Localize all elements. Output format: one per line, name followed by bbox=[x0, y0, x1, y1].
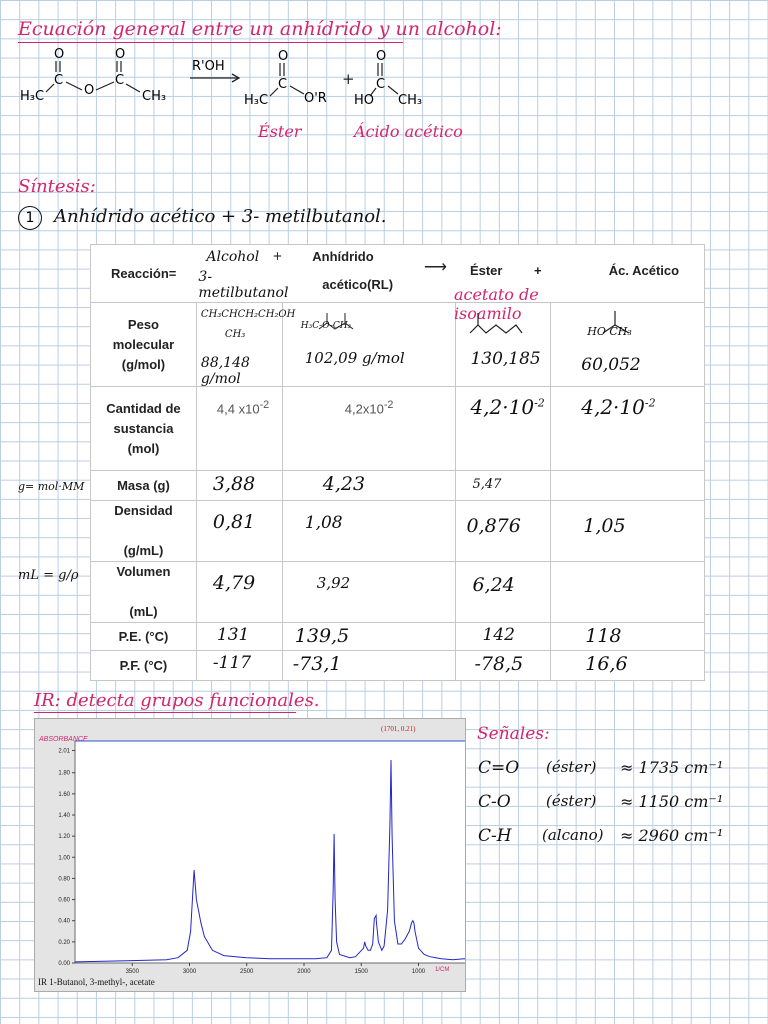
header-anhydride: Anhídrido bbox=[312, 249, 374, 264]
reaction-arrow bbox=[188, 58, 244, 88]
cell-spacer bbox=[418, 623, 456, 651]
header-arrow-cell bbox=[418, 245, 456, 303]
anhydride-left-group: H₃C bbox=[20, 89, 45, 104]
y-axis-label: ABSORBANCE bbox=[39, 736, 88, 743]
synthesis-line: Anhídrido acético + 3- metilbutanol. bbox=[54, 206, 387, 227]
signal-group-2: C-O bbox=[478, 792, 511, 812]
header-ester: Éster bbox=[469, 263, 503, 278]
acid-structure bbox=[354, 48, 434, 110]
anhydride-o2: O bbox=[115, 47, 126, 62]
ir-title-underline bbox=[34, 712, 296, 713]
signal-group-1: C=O bbox=[478, 758, 520, 778]
cell-acid-volume bbox=[551, 562, 705, 623]
header-reaction: Reacción= bbox=[91, 245, 197, 303]
signal-type-1: (éster) bbox=[546, 758, 597, 776]
row-label-mass: Masa (g) bbox=[91, 471, 197, 501]
y-tick-label: 0.00 bbox=[58, 961, 70, 967]
table-header-row bbox=[91, 245, 705, 303]
y-tick-label: 0.20 bbox=[58, 939, 70, 946]
cell-alcohol-amount: 4,4 $x10^{-2}$ bbox=[196, 387, 282, 471]
signal-value-3: ≈ 2960 cm⁻¹ bbox=[620, 826, 724, 845]
header-ester-cell bbox=[453, 245, 551, 323]
cell-anhydride-volume: 3,92 bbox=[282, 562, 418, 623]
cell-anhydride-amount: $4,2x10^{-2}$ bbox=[282, 387, 418, 471]
x-tick-label: 1500 bbox=[354, 969, 368, 975]
reagent-label: R'OH bbox=[192, 59, 225, 74]
cell-anhydride-mass: 4,23 bbox=[282, 471, 418, 501]
cell-spacer bbox=[418, 471, 456, 501]
ester-name-annotation: acetato de isoamilo bbox=[453, 285, 539, 323]
cell-spacer bbox=[418, 303, 456, 387]
header-alcohol-name: 3-metilbutanol bbox=[198, 269, 289, 301]
x-tick-label: 1000 bbox=[411, 969, 426, 975]
row-label-molar-mass: Peso molecular (g/mol) bbox=[91, 303, 197, 387]
spectrum-caption: IR 1-Butanol, 3-methyl-, acetate bbox=[38, 977, 155, 987]
plus-sign: + bbox=[342, 70, 355, 88]
ester-c: C bbox=[278, 77, 288, 92]
cell-ester-molar-mass: 130,185 bbox=[456, 303, 551, 387]
cell-ester-density: 0,876 bbox=[456, 501, 551, 562]
header-arrow: ⟶ bbox=[424, 259, 447, 276]
ir-spectrum-chart bbox=[35, 719, 465, 991]
signal-type-2: (éster) bbox=[546, 792, 597, 810]
cell-acid-molar-mass: HO CH₃ 60,052 bbox=[551, 303, 705, 387]
anhydride-right-group: CH₃ bbox=[142, 89, 167, 104]
cell-anhydride-molar-mass: H₃C-O-CH₃ 102,09 g/mol bbox=[282, 303, 418, 387]
header-alcohol-plus: + bbox=[272, 249, 283, 263]
heading-underline bbox=[18, 42, 403, 43]
plot-area bbox=[75, 741, 465, 963]
cell-alcohol-bp: 131 bbox=[196, 623, 282, 651]
ester-skeletal-sketch bbox=[464, 307, 544, 341]
page-heading: Ecuación general entre un anhídrido y un alcohol: bbox=[18, 18, 502, 40]
acid-c: C bbox=[376, 77, 386, 92]
signal-value-2: ≈ 1150 cm⁻¹ bbox=[620, 792, 724, 811]
cell-acid-mass bbox=[551, 471, 705, 501]
y-tick-label: 1.80 bbox=[58, 770, 70, 777]
y-tick-label: 0.60 bbox=[58, 897, 70, 904]
signal-type-3: (alcano) bbox=[542, 826, 604, 844]
side-note-volume-formula: mL = g/ρ bbox=[18, 568, 79, 583]
y-tick-label: 1.20 bbox=[58, 834, 70, 841]
x-axis-unit: 1/CM bbox=[435, 967, 450, 973]
header-anhydride-rl: acético(RL) bbox=[322, 277, 394, 292]
y-tick-label: 2.01 bbox=[58, 748, 70, 755]
ester-structure bbox=[244, 48, 344, 110]
cell-acid-density: 1,05 bbox=[551, 501, 705, 562]
table-row bbox=[91, 387, 705, 471]
signal-value-1: ≈ 1735 cm⁻¹ bbox=[620, 758, 724, 777]
cell-spacer bbox=[418, 501, 456, 562]
y-tick-label: 0.80 bbox=[58, 876, 70, 883]
cell-alcohol-molar-mass: CH₃CHCH₂CH₂OH CH₃ 88,148 g/mol bbox=[196, 303, 282, 387]
header-acid: Ác. Acético bbox=[608, 263, 680, 278]
anhydride-o1: O bbox=[54, 47, 65, 62]
header-alcohol: Alcohol bbox=[206, 249, 260, 265]
table-row bbox=[91, 471, 705, 501]
cell-alcohol-mp: -117 bbox=[196, 651, 282, 681]
cell-ester-volume: 6,24 bbox=[456, 562, 551, 623]
side-note-mass-formula: g= mol·MM bbox=[18, 480, 85, 493]
ester-left-group: H₃C bbox=[244, 93, 269, 108]
signals-title: Señales: bbox=[477, 724, 550, 744]
cell-spacer bbox=[418, 562, 456, 623]
x-tick-label: 2500 bbox=[240, 969, 254, 975]
row-label-density: Densidad (g/mL) bbox=[91, 501, 197, 562]
cell-acid-bp: 118 bbox=[551, 623, 705, 651]
cell-anhydride-mp: -73,1 bbox=[282, 651, 418, 681]
table-row bbox=[91, 562, 705, 623]
cell-spacer bbox=[418, 387, 456, 471]
cell-ester-mass: 5,47 bbox=[456, 471, 551, 501]
y-tick-label: 1.60 bbox=[58, 791, 70, 798]
cell-alcohol-density: 0,81 bbox=[196, 501, 282, 562]
x-tick-label: 3000 bbox=[182, 969, 197, 975]
x-tick-label: 2000 bbox=[297, 969, 311, 975]
row-label-volume: Volumen (mL) bbox=[91, 562, 197, 623]
header-acid-cell bbox=[551, 245, 705, 303]
acid-left-group: HO bbox=[354, 93, 375, 108]
cell-ester-mp: -78,5 bbox=[456, 651, 551, 681]
row-label-amount: Cantidad de sustancia (mol) bbox=[91, 387, 197, 471]
cell-ester-amount: $4,2\cdot 10^{-2}$ bbox=[456, 387, 551, 471]
y-tick-label: 0.40 bbox=[58, 918, 70, 925]
cursor-readout: (1701, 0.21) bbox=[381, 725, 416, 733]
cell-spacer bbox=[418, 651, 456, 681]
cell-anhydride-bp: 139,5 bbox=[282, 623, 418, 651]
reaction-table bbox=[90, 244, 705, 681]
table-row bbox=[91, 303, 705, 387]
row-label-melting-point: P.F. (°C) bbox=[91, 651, 197, 681]
cell-alcohol-volume: 4,79 bbox=[196, 562, 282, 623]
row-label-boiling-point: P.E. (°C) bbox=[91, 623, 197, 651]
y-tick-label: 1.00 bbox=[58, 855, 70, 862]
anhydride-c1: C bbox=[54, 73, 64, 88]
ester-label: Éster bbox=[258, 122, 302, 141]
anhydride-structure bbox=[20, 46, 180, 106]
header-plus: + bbox=[533, 263, 542, 278]
header-alcohol-cell bbox=[196, 245, 289, 303]
cell-anhydride-density: 1,08 bbox=[282, 501, 418, 562]
acid-right-group: CH₃ bbox=[398, 93, 423, 108]
table-row bbox=[91, 651, 705, 681]
ester-right-group: O'R bbox=[304, 91, 327, 106]
acid-label: Ácido acético bbox=[354, 122, 463, 141]
signal-group-3: C-H bbox=[478, 826, 512, 846]
cell-ester-bp: 142 bbox=[456, 623, 551, 651]
cell-acid-amount: $4,2\cdot 10^{-2}$ bbox=[551, 387, 705, 471]
acid-o: O bbox=[376, 49, 387, 64]
table-row bbox=[91, 623, 705, 651]
cell-acid-mp: 16,6 bbox=[551, 651, 705, 681]
anhydride-bridge-o: O bbox=[84, 83, 95, 98]
synthesis-title: Síntesis: bbox=[18, 176, 96, 197]
header-anhydride-cell bbox=[282, 245, 418, 303]
anhydride-c2: C bbox=[115, 73, 125, 88]
x-tick-label: 3500 bbox=[125, 969, 139, 975]
table-row bbox=[91, 501, 705, 562]
ester-o: O bbox=[278, 49, 289, 64]
cell-alcohol-mass: 3,88 bbox=[196, 471, 282, 501]
ir-title: IR: detecta grupos funcionales. bbox=[34, 690, 320, 711]
y-tick-label: 1.40 bbox=[58, 813, 70, 819]
synthesis-number-badge: 1 bbox=[18, 206, 42, 230]
ir-spectrum-panel bbox=[34, 718, 466, 992]
